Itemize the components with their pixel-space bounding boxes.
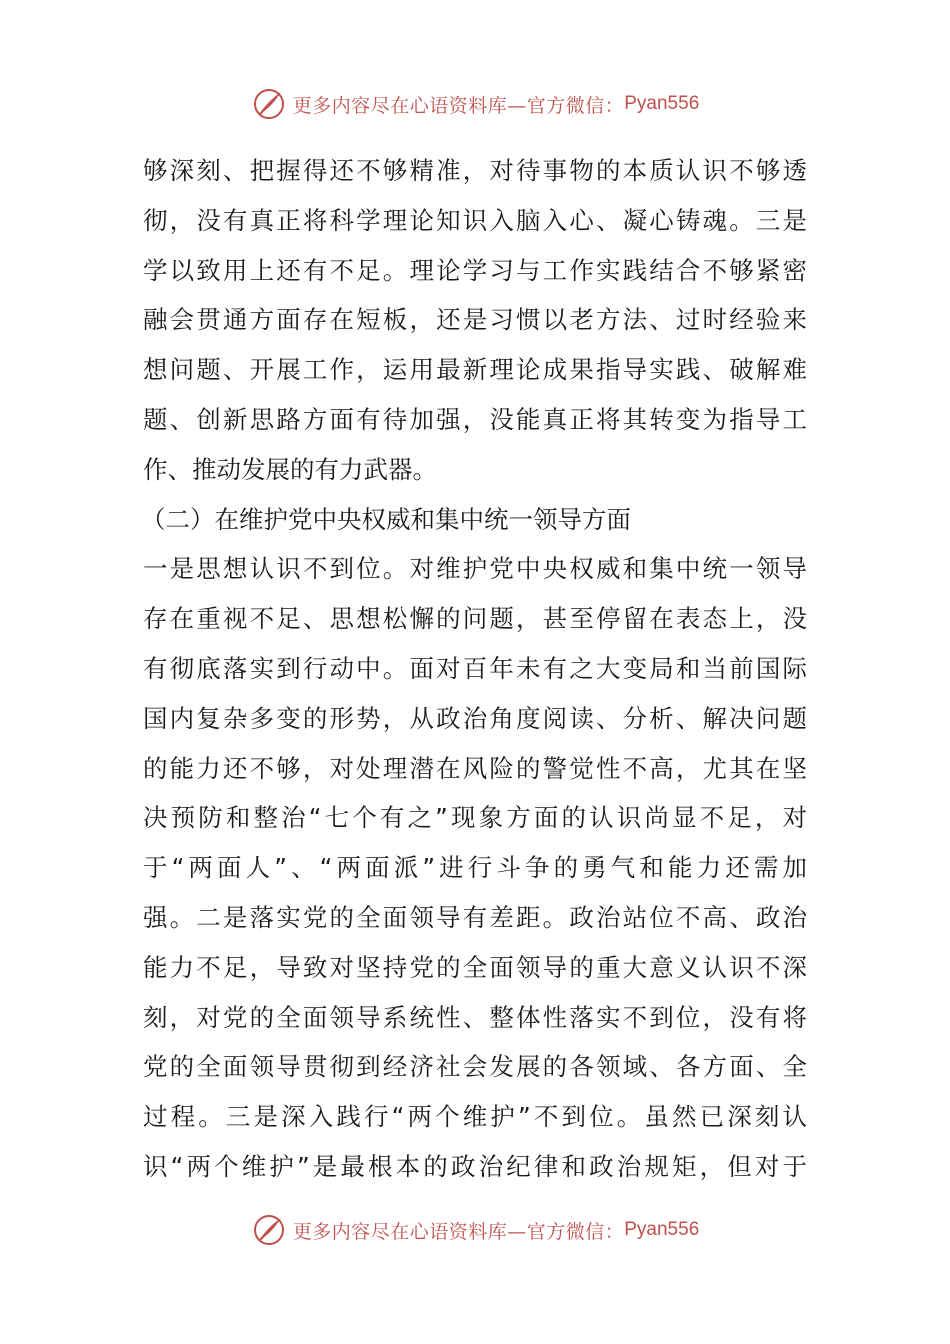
paragraph-line: 一是思想认识不到位。对维护党中央权威和集中统一领导	[143, 554, 807, 584]
quill-logo-icon	[251, 86, 287, 122]
paragraph-line: 有彻底落实到行动中。面对百年未有之大变局和当前国际	[143, 653, 807, 683]
paragraph-line: 决预防和整治“七个有之”现象方面的认识尚显不足，对	[143, 803, 807, 833]
footer-banner	[0, 1210, 950, 1250]
paragraph-line: 过程。三是深入践行“两个维护”不到位。虽然已深刻认	[143, 1102, 807, 1132]
banner-wechat-id: Pyan556	[624, 1219, 700, 1240]
header-banner	[0, 84, 950, 124]
paragraph-line: 党的全面领导贯彻到经济社会发展的各领域、各方面、全	[143, 1052, 807, 1082]
paragraph-line: 能力不足，导致对坚持党的全面领导的重大意义认识不深	[143, 952, 807, 982]
paragraph-line: 刻，对党的全面领导系统性、整体性落实不到位，没有将	[143, 1002, 807, 1032]
paragraph-line: 强。二是落实党的全面领导有差距。政治站位不高、政治	[143, 902, 807, 932]
paragraph-line: 题、创新思路方面有待加强，没能真正将其转变为指导工	[143, 404, 807, 434]
paragraph-line: 国内复杂多变的形势，从政治角度阅读、分析、解决问题	[143, 703, 807, 733]
banner-brand-text: 更多内容尽在心语资料库—官方微信：	[292, 1220, 625, 1243]
paragraph-line: 作、推动发展的有力武器。	[143, 454, 437, 484]
banner-wechat-id: Pyan556	[624, 93, 700, 114]
paragraph-line: 的能力还不够，对处理潜在风险的警觉性不高，尤其在坚	[143, 753, 807, 783]
quill-logo-icon	[251, 1212, 287, 1248]
section-heading: （二）在维护党中央权威和集中统一领导方面	[141, 504, 631, 534]
paragraph-line: 够深刻、把握得还不够精准，对待事物的本质认识不够透	[143, 156, 807, 185]
banner-brand-text: 更多内容尽在心语资料库—官方微信：	[292, 94, 625, 117]
paragraph-line: 融会贯通方面存在短板，还是习惯以老方法、过时经验来	[143, 305, 807, 335]
document-body	[143, 146, 807, 1192]
paragraph-line: 想问题、开展工作，运用最新理论成果指导实践、破解难	[143, 355, 807, 385]
paragraph-line: 于“两面人”、“两面派”进行斗争的勇气和能力还需加	[143, 853, 807, 883]
paragraph-line: 学以致用上还有不足。理论学习与工作实践结合不够紧密	[143, 255, 807, 285]
paragraph-line: 存在重视不足、思想松懈的问题，甚至停留在表态上，没	[143, 604, 807, 634]
paragraph-line: 彻，没有真正将科学理论知识入脑入心、凝心铸魂。三是	[143, 205, 807, 235]
paragraph-line: 识“两个维护”是最根本的政治纪律和政治规矩，但对于	[143, 1151, 807, 1181]
